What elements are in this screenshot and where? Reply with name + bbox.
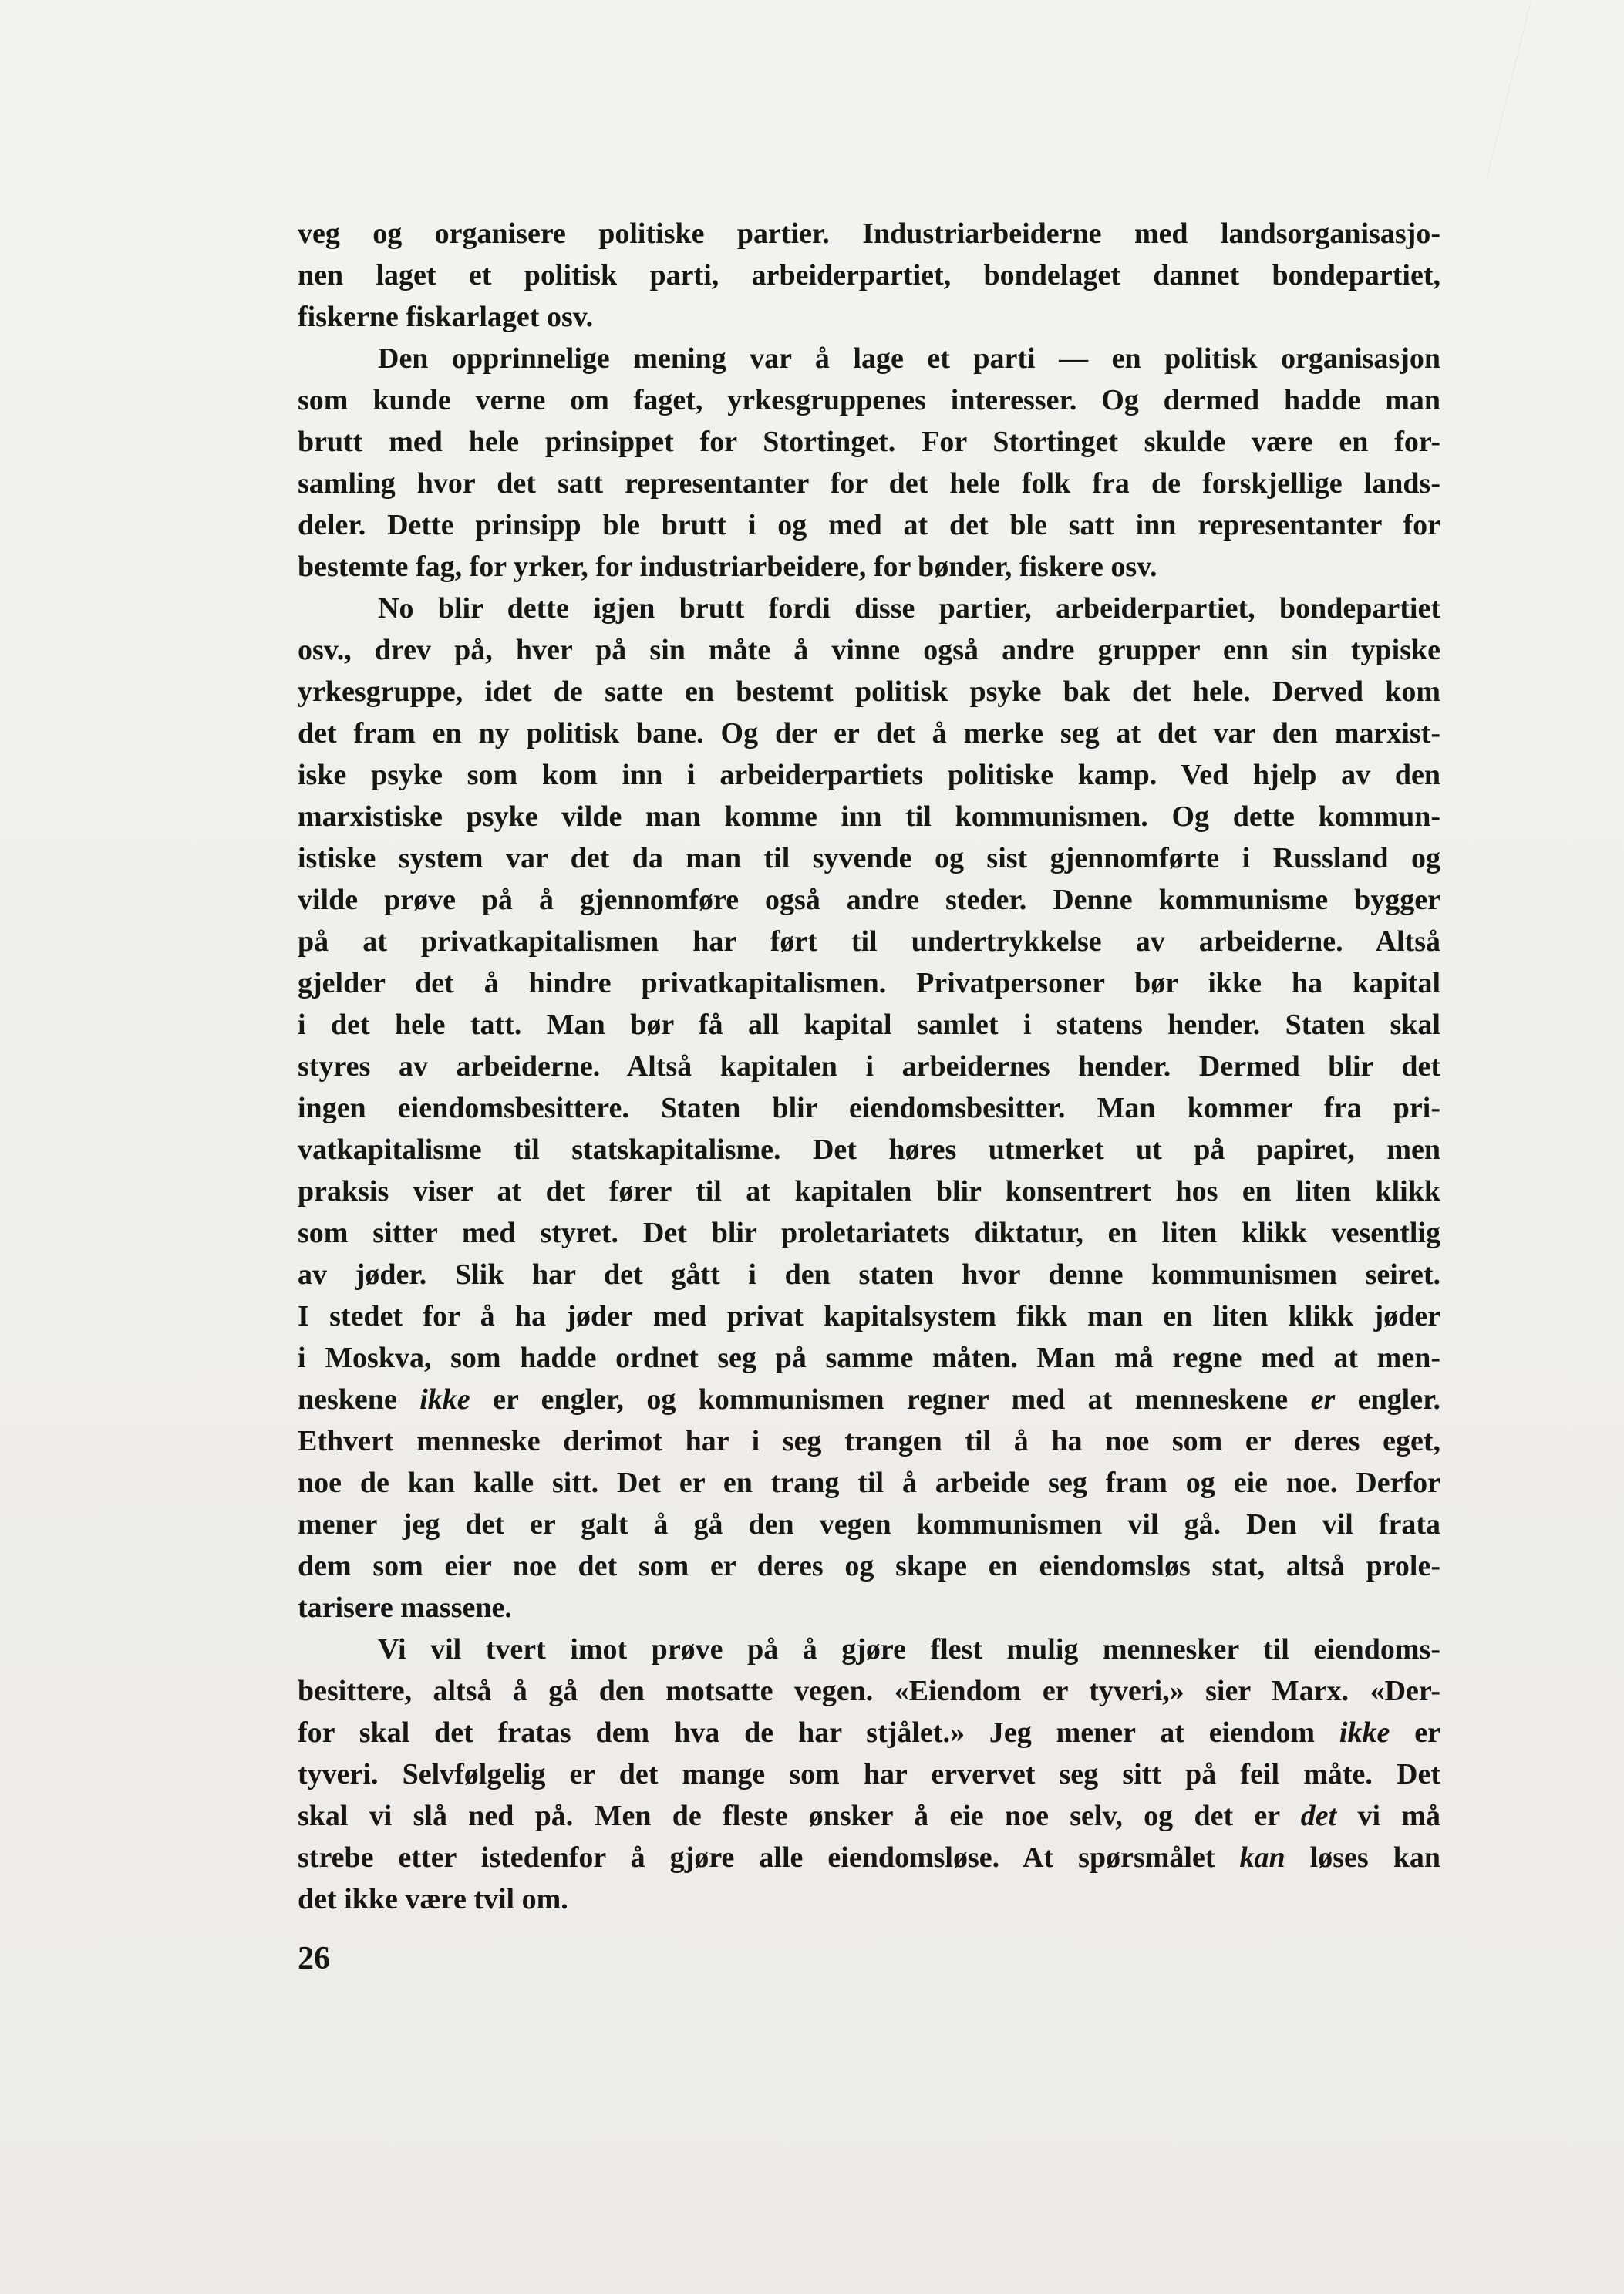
text-line: marxistiske psyke vilde man komme inn til kommunismen. Og dette kommun-: [298, 800, 1440, 833]
paper-fold-mark: [1487, 0, 1624, 177]
italic-emphasis: ikke: [1339, 1716, 1390, 1749]
text-line: [298, 1795, 1440, 1837]
text-line: noe de kan kalle sitt. Det er en trang til å arbeide seg fram og eie noe. Derfor: [298, 1467, 1440, 1499]
text-line: Den opprinnelige mening var å lage et parti — en politisk organisasjon: [378, 342, 1440, 375]
text-line: bestemte fag, for yrker, for industriarbeidere, for bønder, fiskere osv.: [298, 551, 1157, 583]
text-line: [298, 1379, 1440, 1420]
text-line: ingen eiendomsbesittere. Staten blir eiendomsbesitter. Man kommer fra pri-: [298, 1092, 1440, 1124]
text-line: dem som eier noe det som er deres og skape en eiendomsløs stat, altså prole-: [298, 1550, 1440, 1582]
text-line: gjelder det å hindre privatkapitalismen. Privatpersoner bør ikke ha kapital: [298, 967, 1440, 999]
text-line: No blir dette igjen brutt fordi disse partier, arbeiderpartiet, bondepartiet: [378, 592, 1440, 625]
text-line: nen laget et politisk parti, arbeiderpartiet, bondelaget dannet bondepartiet,: [298, 259, 1440, 291]
text-segment: for skal det fratas dem hva de har stjålet.» Jeg mener at eiendom: [298, 1716, 1339, 1749]
text-line: det fram en ny politisk bane. Og der er det å merke seg at det var den marxist-: [298, 717, 1440, 750]
text-line: i det hele tatt. Man bør få all kapital samlet i statens hender. Staten skal: [298, 1009, 1440, 1041]
text-segment: er engler, og kommunismen regner med at menneskene: [470, 1383, 1311, 1416]
text-line: det ikke være tvil om.: [298, 1883, 568, 1915]
text-line: [298, 1712, 1440, 1753]
italic-emphasis: er: [1310, 1383, 1336, 1416]
text-line: brutt med hele prinsippet for Stortinget. For Stortinget skulde være en for-: [298, 426, 1440, 458]
text-line: besittere, altså å gå den motsatte vegen. «Eiendom er tyveri,» sier Marx. «Der-: [298, 1675, 1440, 1707]
text-line: deler. Dette prinsipp ble brutt i og med at det ble satt inn representanter for: [298, 509, 1440, 541]
paragraph-1: [298, 213, 1440, 338]
text-segment: skal vi slå ned på. Men de fleste ønsker å eie noe selv, og det er: [298, 1800, 1301, 1832]
text-line: iske psyke som kom inn i arbeiderpartiets politiske kamp. Ved hjelp av den: [298, 759, 1440, 791]
text-line: styres av arbeiderne. Altså kapitalen i arbeidernes hender. Dermed blir det: [298, 1050, 1440, 1083]
text-segment: strebe etter istedenfor å gjøre alle eiendomsløse. At spørsmålet: [298, 1841, 1240, 1874]
paragraph-4: [298, 1629, 1440, 1920]
text-line: samling hvor det satt representanter for det hele folk fra de forskjellige lands-: [298, 467, 1440, 500]
text-segment: vi må: [1336, 1800, 1440, 1832]
text-segment: løses kan: [1285, 1841, 1440, 1874]
page-number: 26: [298, 1941, 330, 1976]
text-line: tarisere massene.: [298, 1592, 512, 1624]
body-text: [298, 213, 1440, 1920]
text-line: yrkesgruppe, idet de satte en bestemt politisk psyke bak det hele. Derved kom: [298, 675, 1440, 708]
text-line: vilde prøve på å gjennomføre også andre steder. Denne kommunisme bygger: [298, 884, 1440, 916]
text-line: mener jeg det er galt å gå den vegen kommunismen vil gå. Den vil frata: [298, 1508, 1440, 1541]
text-line: fiskerne fiskarlaget osv.: [298, 301, 594, 333]
text-line: av jøder. Slik har det gått i den staten hvor denne kommunismen seiret.: [298, 1258, 1440, 1291]
text-segment: engler.: [1335, 1383, 1440, 1416]
paragraph-2: [298, 338, 1440, 588]
text-line: veg og organisere politiske partier. Industriarbeiderne med landsorganisasjo-: [298, 217, 1440, 250]
text-line: istiske system var det da man til syvende og sist gjennomførte i Russland og: [298, 842, 1440, 874]
paragraph-3: [298, 588, 1440, 1629]
text-line: i Moskva, som hadde ordnet seg på samme måten. Man må regne med at men-: [298, 1342, 1440, 1374]
text-segment: er: [1390, 1716, 1440, 1749]
text-line: som sitter med styret. Det blir proletariatets diktatur, en liten klikk vesentlig: [298, 1217, 1440, 1249]
text-line: praksis viser at det fører til at kapitalen blir konsentrert hos en liten klikk: [298, 1175, 1440, 1208]
text-line: som kunde verne om faget, yrkesgruppenes interesser. Og dermed hadde man: [298, 384, 1440, 416]
text-segment: neskene: [298, 1383, 420, 1416]
italic-emphasis: det: [1300, 1800, 1337, 1832]
text-line: Vi vil tvert imot prøve på å gjøre flest mulig mennesker til eiendoms-: [378, 1633, 1440, 1666]
text-line: I stedet for å ha jøder med privat kapitalsystem fikk man en liten klikk jøder: [298, 1300, 1440, 1332]
text-line: osv., drev på, hver på sin måte å vinne også andre grupper enn sin typiske: [298, 634, 1440, 666]
text-line: Ethvert menneske derimot har i seg trangen til å ha noe som er deres eget,: [298, 1425, 1440, 1457]
text-line: vatkapitalisme til statskapitalisme. Det høres utmerket ut på papiret, men: [298, 1134, 1440, 1166]
italic-emphasis: kan: [1239, 1841, 1285, 1874]
text-line: på at privatkapitalismen har ført til undertrykkelse av arbeiderne. Altså: [298, 925, 1440, 958]
text-line: tyveri. Selvfølgelig er det mange som har ervervet seg sitt på feil måte. Det: [298, 1758, 1440, 1790]
italic-emphasis: ikke: [419, 1383, 470, 1416]
text-line: [298, 1837, 1440, 1878]
